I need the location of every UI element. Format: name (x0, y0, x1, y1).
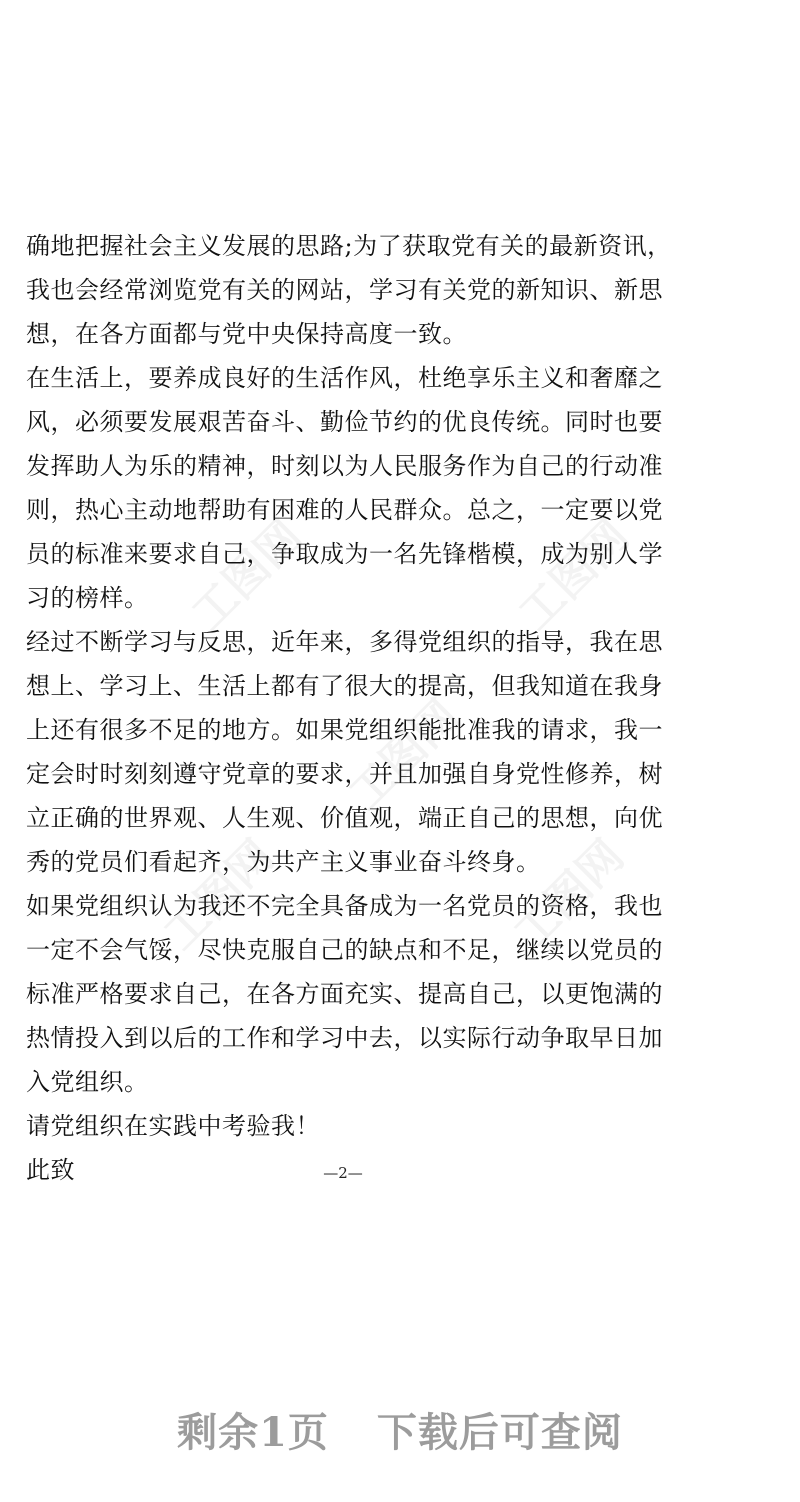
download-to-view-label[interactable]: 下载后可查阅 (376, 1408, 623, 1456)
watermark: 工图网 (154, 830, 284, 960)
text-line: 经过不断学习与反思，近年来，多得党组织的指导，我在思 (26, 628, 663, 656)
text-line: 定会时时刻刻遵守党章的要求，并且加强自身党性修养，树 (26, 760, 663, 788)
text-line: 想，在各方面都与党中央保持高度一致。 (26, 320, 467, 348)
remaining-pages-label[interactable]: 剩余1页 (177, 1408, 329, 1456)
download-banner[interactable] (0, 1394, 800, 1464)
text-line: 风，必须要发展艰苦奋斗、勤俭节约的优良传统。同时也要 (26, 408, 663, 436)
text-line: 在生活上，要养成良好的生活作风，杜绝享乐主义和奢靡之 (26, 364, 663, 392)
text-line: 则，热心主动地帮助有困难的人民群众。总之，一定要以党 (26, 496, 663, 524)
text-line: 入党组织。 (26, 1068, 149, 1096)
text-line: 请党组织在实践中考验我！ (26, 1112, 320, 1140)
text-line: 热情投入到以后的工作和学习中去，以实际行动争取早日加 (26, 1024, 663, 1052)
watermark: 工图网 (509, 510, 639, 640)
text-line: 员的标准来要求自己，争取成为一名先锋楷模，成为别人学 (26, 540, 663, 568)
text-line: 秀的党员们看起齐，为共产主义事业奋斗终身。 (26, 848, 541, 876)
text-line: 我也会经常浏览党有关的网站，学习有关党的新知识、新思 (26, 276, 663, 304)
text-line: 习的榜样。 (26, 584, 149, 612)
watermark: 工图网 (504, 830, 634, 960)
text-line: 此致 (26, 1156, 75, 1184)
text-line: 如果党组织认为我还不完全具备成为一名党员的资格，我也 (26, 892, 663, 920)
text-line: 想上、学习上、生活上都有了很大的提高，但我知道在我身 (26, 672, 663, 700)
document-body (26, 224, 676, 1192)
text-line: 确地把握社会主义发展的思路;为了获取党有关的最新资讯， (26, 232, 672, 260)
watermark: 工图网 (182, 510, 312, 640)
text-line: 立正确的世界观、人生观、价值观，端正自己的思想，向优 (26, 804, 663, 832)
text-line: 发挥助人为乐的精神，时刻以为人民服务作为自己的行动准 (26, 452, 663, 480)
text-line: 上还有很多不足的地方。如果党组织能批准我的请求，我一 (26, 716, 663, 744)
text-line: 标准严格要求自己，在各方面充实、提高自己，以更饱满的 (26, 980, 663, 1008)
page-number: —2— (323, 1164, 363, 1182)
text-line: 一定不会气馁，尽快克服自己的缺点和不足，继续以党员的 (26, 936, 663, 964)
watermark: 工图网 (339, 690, 469, 820)
